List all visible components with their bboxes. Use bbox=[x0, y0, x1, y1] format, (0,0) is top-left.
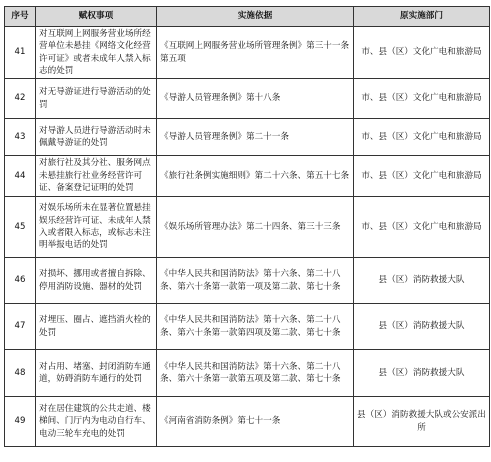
header-serial-number: 序号 bbox=[5, 7, 36, 27]
row-item: 对旅行社及其分社、服务网点未悬挂旅行社业务经营许可证、备案登记证明的处罚 bbox=[36, 156, 157, 197]
row-item: 对互联网上网服务营业场所经营单位未悬挂《网络文化经营许可证》或者未成年人禁入标志的处罚 bbox=[36, 27, 157, 79]
regulation-table-sheet bbox=[4, 6, 489, 447]
row-number: 45 bbox=[5, 197, 36, 258]
row-item: 对导游人员进行导游活动时未佩戴导游证的处罚 bbox=[36, 119, 157, 156]
row-number: 46 bbox=[5, 258, 36, 304]
table-row bbox=[5, 119, 490, 156]
row-number: 49 bbox=[5, 397, 36, 447]
row-basis: 《中华人民共和国消防法》第十六条、第二十八条、第六十条第一款第五项及第二款、第七十条 bbox=[157, 350, 354, 397]
row-number: 43 bbox=[5, 119, 36, 156]
row-basis: 《导游人员管理条例》第二十一条 bbox=[157, 119, 354, 156]
row-department: 市、县（区）文化广电和旅游局 bbox=[354, 79, 490, 119]
header-authorized-item: 赋权事项 bbox=[36, 7, 157, 27]
row-item: 对娱乐场所未在显著位置悬挂娱乐经营许可证、未成年人禁入或者限入标志，或标志未注明举报电话的处罚 bbox=[36, 197, 157, 258]
row-department: 市、县（区）文化广电和旅游局 bbox=[354, 27, 490, 79]
row-department: 县（区）消防救援大队 bbox=[354, 350, 490, 397]
row-number: 47 bbox=[5, 304, 36, 350]
table-row bbox=[5, 156, 490, 197]
table-row bbox=[5, 350, 490, 397]
row-basis: 《旅行社条例实施细则》第二十六条、第五十七条 bbox=[157, 156, 354, 197]
row-department: 市、县（区）文化广电和旅游局 bbox=[354, 119, 490, 156]
row-basis: 《中华人民共和国消防法》第十六条、第二十八条、第六十条第一款第四项及第二款、第七十条 bbox=[157, 304, 354, 350]
row-item: 对占用、堵塞、封闭消防车通道，妨碍消防车通行的处罚 bbox=[36, 350, 157, 397]
row-item: 对损坏、挪用或者擅自拆除、停用消防设施、器材的处罚 bbox=[36, 258, 157, 304]
row-department: 市、县（区）文化广电和旅游局 bbox=[354, 197, 490, 258]
row-number: 42 bbox=[5, 79, 36, 119]
row-basis: 《互联网上网服务营业场所管理条例》第三十一条第五项 bbox=[157, 27, 354, 79]
row-item: 对无导游证进行导游活动的处罚 bbox=[36, 79, 157, 119]
table-row bbox=[5, 397, 490, 447]
table-row bbox=[5, 79, 490, 119]
row-basis: 《中华人民共和国消防法》第十六条、第二十八条、第六十条第一款第一项及第二款、第七十条 bbox=[157, 258, 354, 304]
row-item: 对在居住建筑的公共走道、楼梯间、门厅内为电动自行车、电动三轮车充电的处罚 bbox=[36, 397, 157, 447]
row-department: 县（区）消防救援大队 bbox=[354, 304, 490, 350]
header-legal-basis: 实施依据 bbox=[157, 7, 354, 27]
row-department: 市、县（区）文化广电和旅游局 bbox=[354, 156, 490, 197]
authority-items-table bbox=[4, 6, 490, 447]
table-row bbox=[5, 197, 490, 258]
table-row bbox=[5, 304, 490, 350]
table-header-row bbox=[5, 7, 490, 27]
row-number: 44 bbox=[5, 156, 36, 197]
row-basis: 《娱乐场所管理办法》第二十四条、第三十三条 bbox=[157, 197, 354, 258]
table-row bbox=[5, 27, 490, 79]
row-department: 县（区）消防救援大队 bbox=[354, 258, 490, 304]
row-number: 41 bbox=[5, 27, 36, 79]
row-item: 对埋压、圈占、遮挡消火栓的处罚 bbox=[36, 304, 157, 350]
row-basis: 《河南省消防条例》第七十一条 bbox=[157, 397, 354, 447]
row-number: 48 bbox=[5, 350, 36, 397]
row-basis: 《导游人员管理条例》第十八条 bbox=[157, 79, 354, 119]
table-row bbox=[5, 258, 490, 304]
header-original-department: 原实施部门 bbox=[354, 7, 490, 27]
row-department: 县（区）消防救援大队或公安派出所 bbox=[354, 397, 490, 447]
